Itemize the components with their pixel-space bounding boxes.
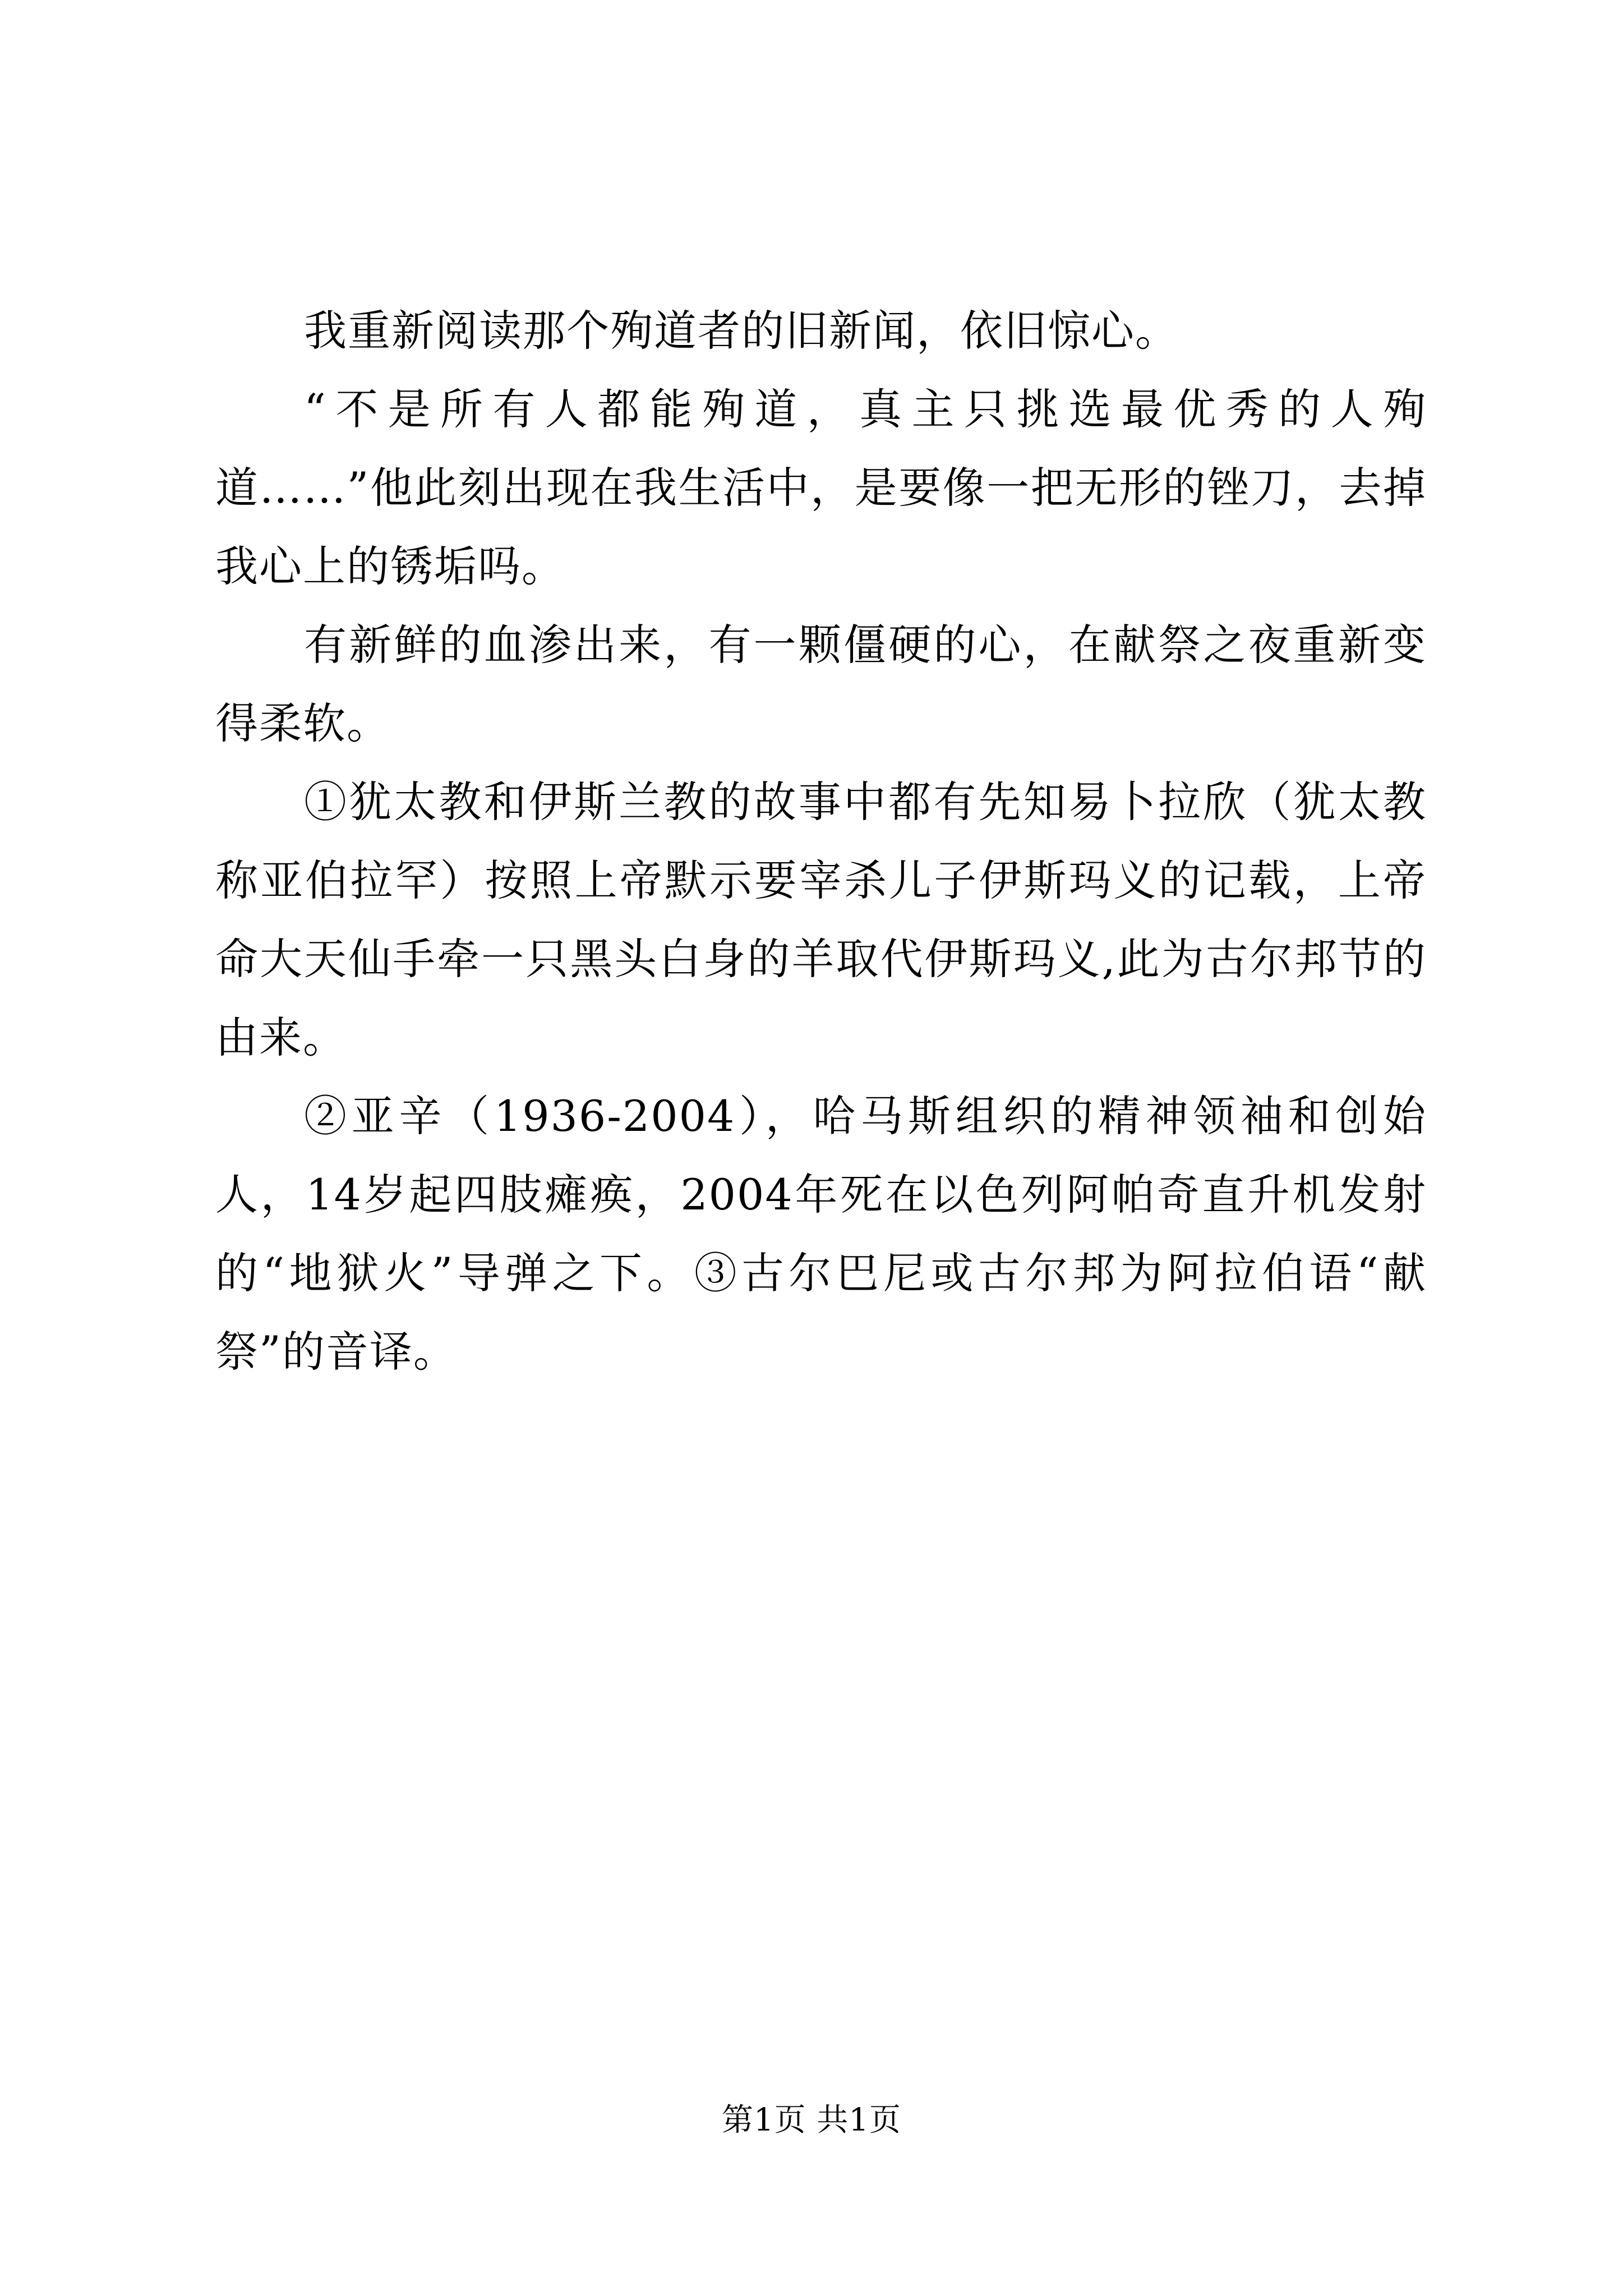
footnote-1: ①犹太教和伊斯兰教的故事中都有先知易卜拉欣（犹太教称亚伯拉罕）按照上帝默示要宰杀儿子伊斯玛义的记载，上帝命大天仙手牵一只黑头白身的羊取代伊斯玛义,此为古尔邦节的由来。: [215, 777, 1427, 1062]
paragraph-1: 我重新阅读那个殉道者的旧新闻，依旧惊心。: [304, 306, 1179, 356]
page-footer: 第1页 共1页: [721, 2102, 902, 2138]
document-body: [215, 292, 1427, 1391]
paragraph-3: 有新鲜的血渗出来，有一颗僵硬的心，在献祭之夜重新变得柔软。: [215, 620, 1427, 748]
footnote-2-3: ②亚辛（1936-2004），哈马斯组织的精神领袖和创始人，14岁起四肢瘫痪，2004年死在以色列阿帕奇直升机发射的“地狱火”导弹之下。③古尔巴尼或古尔邦为阿拉伯语“献祭”的音译。: [215, 1091, 1427, 1377]
paragraph-2: “不是所有人都能殉道，真主只挑选最优秀的人殉道……”他此刻出现在我生活中，是要像一把无形的锉刀，去掉我心上的锈垢吗。: [215, 384, 1427, 591]
